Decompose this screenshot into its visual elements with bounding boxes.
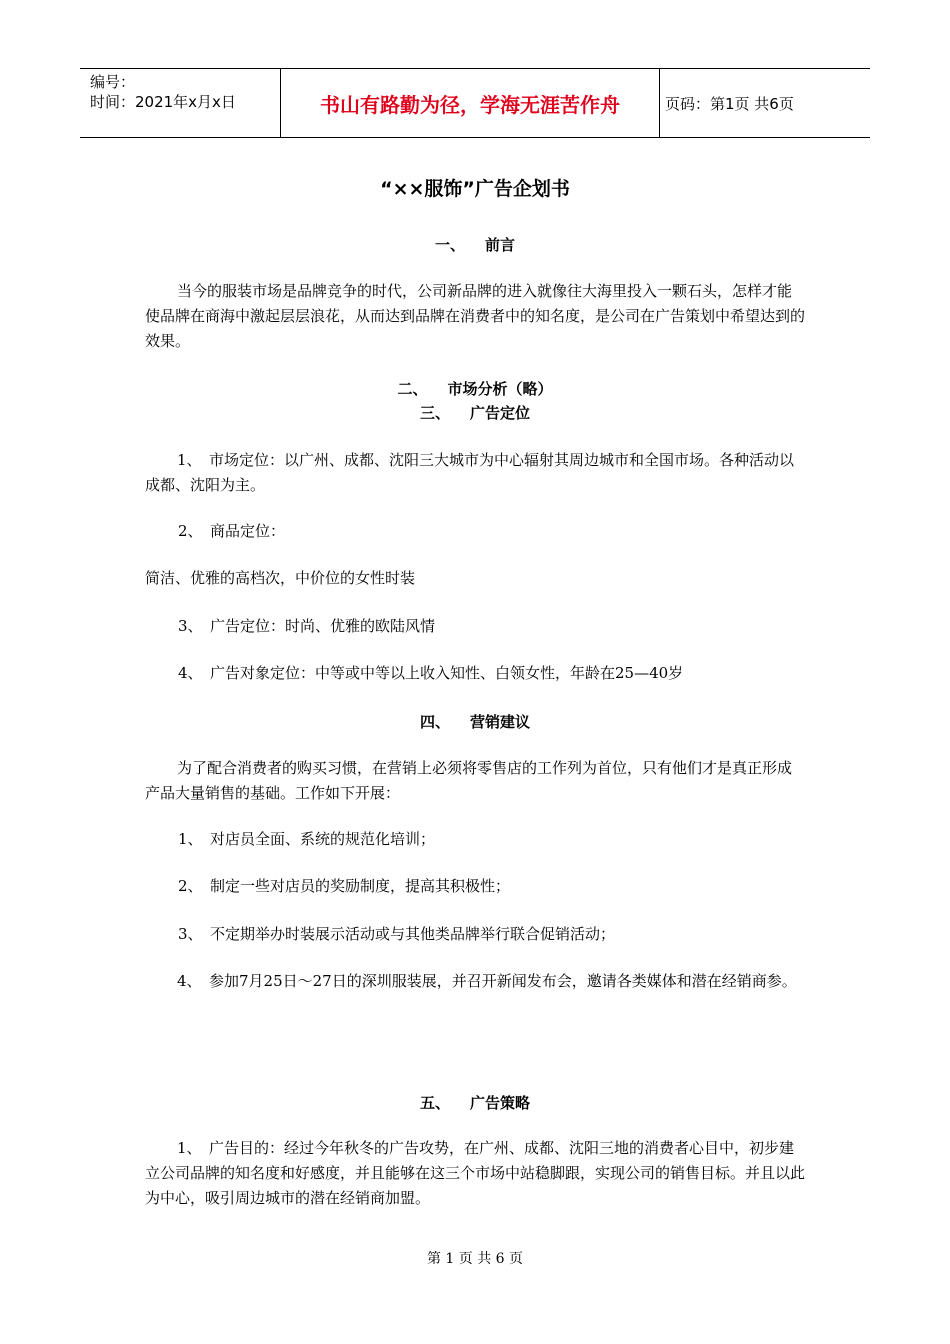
list-item: 4、 参加7月25日～27日的深圳服装展，并召开新闻发布会，邀请各类媒体和潜在经销商参。 bbox=[177, 972, 797, 990]
paragraph: 当今的服装市场是品牌竞争的时代，公司新品牌的进入就像往大海里投入一颗石头，怎样才能使品牌在商海中激起层层浪花，从而达到品牌在消费者中的知名度，是公司在广告策划中希望达到的效果。 bbox=[145, 282, 806, 350]
section-title: 广告策略 bbox=[470, 1094, 531, 1112]
list-item: 2、 商品定位： bbox=[178, 522, 286, 540]
header-page-info: 页码：第1页 共6页 bbox=[665, 94, 794, 113]
section-number: 三、 bbox=[419, 404, 450, 422]
list-item: 2、 制定一些对店员的奖励制度，提高其积极性； bbox=[178, 877, 511, 895]
section-title: 前言 bbox=[485, 236, 516, 254]
section-number: 四、 bbox=[419, 713, 450, 731]
section-2-heading bbox=[0, 378, 950, 399]
section-title: 市场分析（略） bbox=[447, 380, 553, 398]
list-item: 4、 广告对象定位：中等或中等以上收入知性、白领女性，年龄在25—40岁 bbox=[178, 664, 684, 682]
header-motto: 书山有路勤为径，学海无涯苦作舟 bbox=[280, 69, 660, 137]
section-number: 一、 bbox=[434, 236, 465, 254]
section-5-heading bbox=[0, 1092, 950, 1113]
section-number: 二、 bbox=[397, 380, 428, 398]
page-header bbox=[80, 68, 870, 138]
paragraph: 为了配合消费者的购买习惯，在营销上必须将零售店的工作列为首位，只有他们才是真正形成产品大量销售的基础。工作如下开展： bbox=[145, 759, 793, 802]
section-number: 五、 bbox=[419, 1094, 450, 1112]
list-item: 3、 广告定位：时尚、优雅的欧陆风情 bbox=[178, 617, 436, 635]
section-title: 广告定位 bbox=[470, 404, 531, 422]
list-item: 1、 广告目的：经过今年秋冬的广告攻势，在广州、成都、沈阳三地的消费者心目中，初步建立公司品牌的知名度和好感度，并且能够在这三个市场中站稳脚跟，实现公司的销售目标。并且以此为中心，吸引周边城市的潜在经销商加盟。 bbox=[145, 1139, 806, 1207]
list-item: 1、 对店员全面、系统的规范化培训； bbox=[178, 830, 436, 848]
section-1-heading bbox=[0, 234, 950, 255]
page-footer: 第 1 页 共 6 页 bbox=[426, 1251, 524, 1267]
time-label: 时间：2021年x月x日 bbox=[90, 93, 236, 111]
document-title: “××服饰”广告企划书 bbox=[380, 178, 570, 200]
list-item: 1、 市场定位：以广州、成都、沈阳三大城市为中心辐射其周边城市和全国市场。各种活动以成都、沈阳为主。 bbox=[145, 451, 795, 494]
number-label: 编号： bbox=[90, 73, 136, 91]
section-3-heading bbox=[0, 402, 950, 423]
paragraph: 简洁、优雅的高档次，中价位的女性时装 bbox=[145, 569, 416, 587]
section-4-heading bbox=[0, 711, 950, 732]
section-title: 营销建议 bbox=[470, 713, 531, 731]
list-item: 3、 不定期举办时装展示活动或与其他类品牌举行联合促销活动； bbox=[178, 925, 616, 943]
header-meta bbox=[80, 69, 280, 137]
